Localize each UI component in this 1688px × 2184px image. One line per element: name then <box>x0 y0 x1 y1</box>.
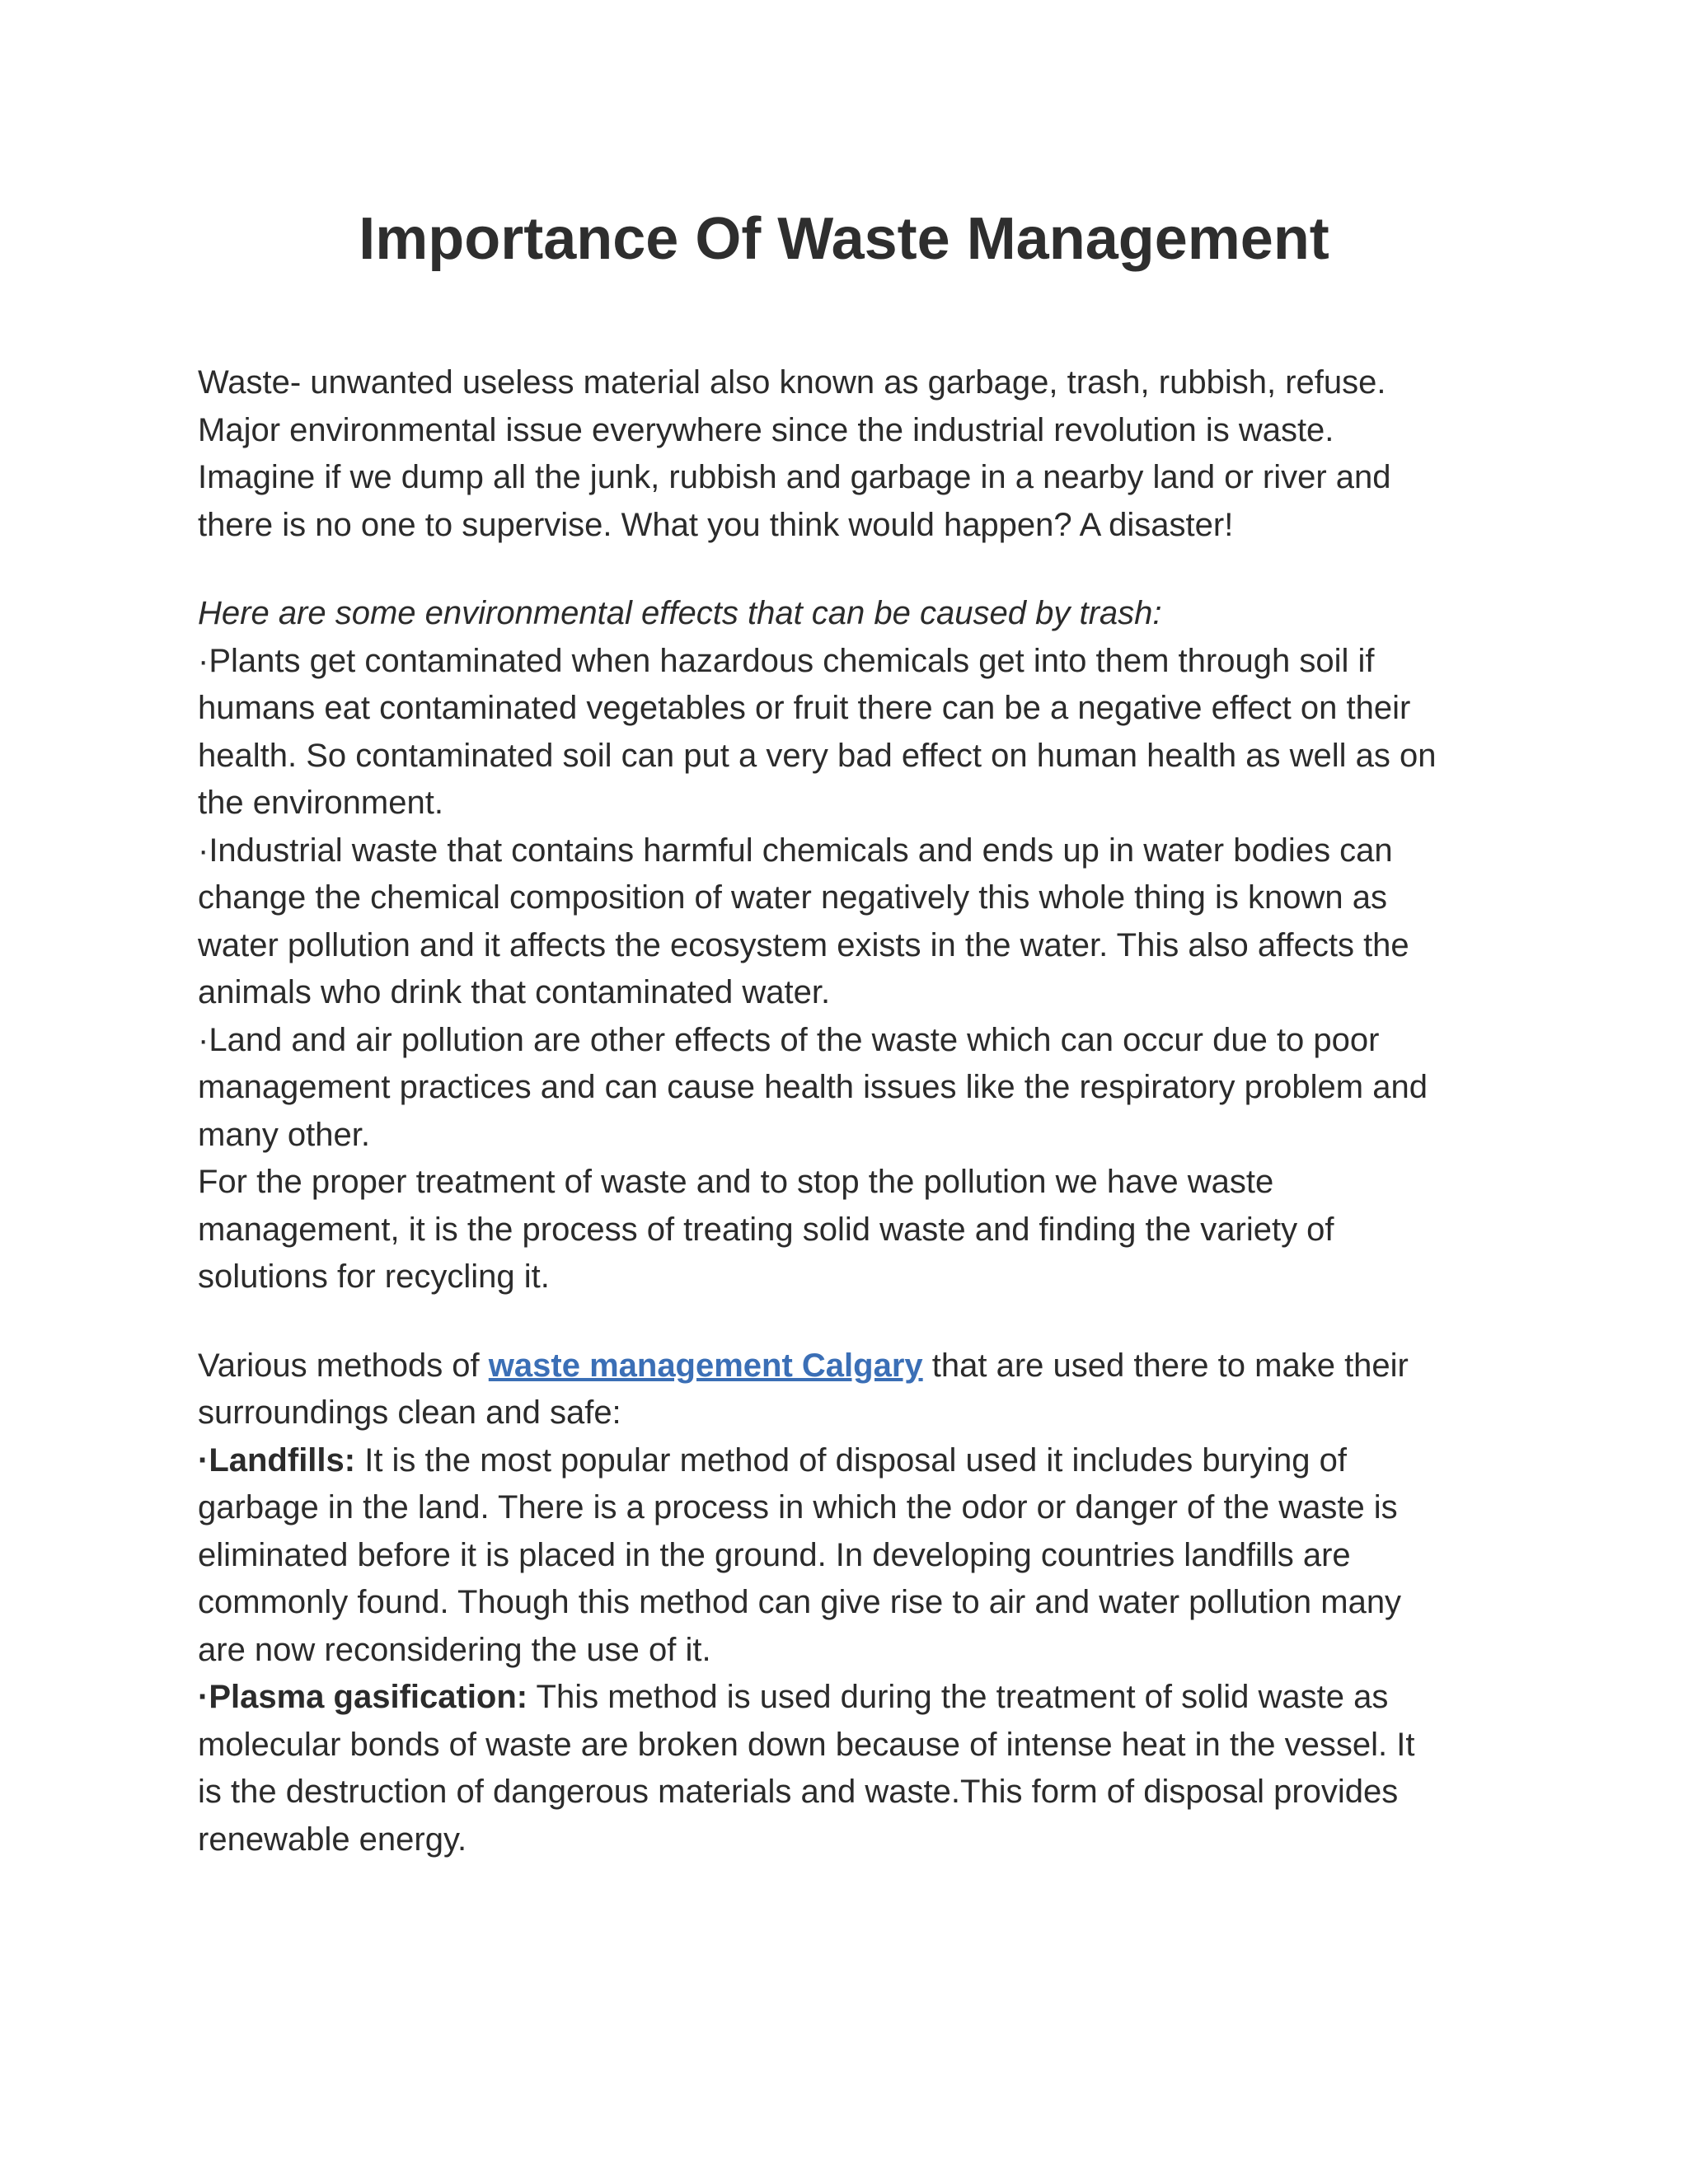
intro-line: there is no one to supervise. What you think would happen? A disaster! <box>198 506 1234 543</box>
effects-line: ·Industrial waste that contains harmful chemicals and ends up in water bodies can <box>198 832 1393 869</box>
effects-line: health. So contaminated soil can put a very bad effect on human health as well as on <box>198 737 1437 774</box>
waste-management-calgary-link[interactable]: waste management Calgary <box>488 1347 923 1384</box>
effects-line: ·Land and air pollution are other effects of the waste which can occur due to poor <box>198 1021 1380 1058</box>
effects-line: humans eat contaminated vegetables or fruit there can be a negative effect on their <box>198 690 1411 726</box>
landfills-line: commonly found. Though this method can give rise to air and water pollution many <box>198 1584 1402 1620</box>
effects-line: ·Plants get contaminated when hazardous chemicals get into them through soil if <box>198 642 1375 679</box>
plasma-line: is the destruction of dangerous materials and waste.This form of disposal provides <box>198 1774 1399 1810</box>
effects-line: management practices and can cause health issues like the respiratory problem and <box>198 1069 1428 1105</box>
document-body <box>198 359 1517 1863</box>
landfills-line: garbage in the land. There is a process in which the odor or danger of the waste is <box>198 1489 1398 1526</box>
methods-suffix: that are used there to make their <box>922 1347 1409 1384</box>
effects-line: the environment. <box>198 785 443 821</box>
effects-line: water pollution and it affects the ecosystem exists in the water. This also affects the <box>198 926 1409 963</box>
plasma-text: This method is used during the treatment of solid waste as <box>528 1679 1389 1715</box>
effects-line: For the proper treatment of waste and to stop the pollution we have waste <box>198 1164 1274 1200</box>
paragraph-gap <box>198 549 1517 590</box>
methods-line: surroundings clean and safe: <box>198 1394 621 1431</box>
plasma-gasification-label: ·Plasma gasification: <box>198 1679 528 1715</box>
plasma-line: molecular bonds of waste are broken down because of intense heat in the vessel. It <box>198 1726 1415 1763</box>
methods-prefix: Various methods of <box>198 1347 489 1384</box>
effects-line: solutions for recycling it. <box>198 1258 550 1295</box>
intro-line: Waste- unwanted useless material also known as garbage, trash, rubbish, refuse. <box>198 364 1386 401</box>
landfills-line: are now reconsidering the use of it. <box>198 1631 711 1668</box>
paragraph-gap <box>198 1301 1517 1343</box>
effects-line: management, it is the process of treating solid waste and finding the variety of <box>198 1211 1334 1248</box>
plasma-line: renewable energy. <box>198 1821 467 1858</box>
landfills-text: It is the most popular method of disposal used it includes burying of <box>355 1441 1347 1479</box>
effects-line: change the chemical composition of water negatively this whole thing is known as <box>198 879 1388 916</box>
landfills-line <box>198 1437 1517 1485</box>
page-title: Importance Of Waste Management <box>359 206 1329 272</box>
intro-line: Imagine if we dump all the junk, rubbish and garbage in a nearby land or river and <box>198 459 1391 495</box>
intro-line: Major environmental issue everywhere since the industrial revolution is waste. <box>198 411 1334 448</box>
effects-heading: Here are some environmental effects that can be caused by trash: <box>198 595 1162 631</box>
landfills-line: eliminated before it is placed in the ground. In developing countries landfills are <box>198 1536 1351 1573</box>
plasma-line <box>198 1674 1517 1722</box>
methods-intro-line <box>198 1343 1517 1390</box>
effects-line: animals who drink that contaminated water. <box>198 974 831 1010</box>
effects-line: many other. <box>198 1116 371 1153</box>
landfills-label: ·Landfills: <box>198 1441 356 1479</box>
